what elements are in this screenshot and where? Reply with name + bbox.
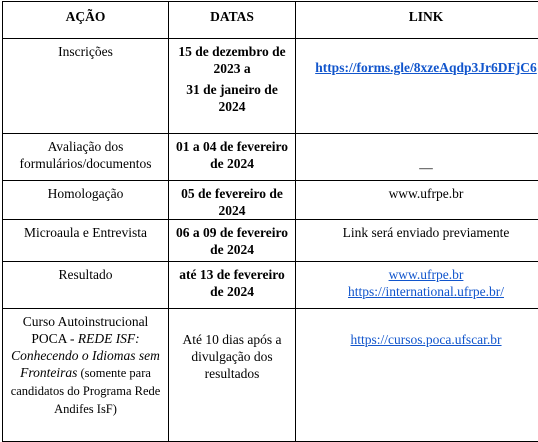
- cell-acao: Microaula e Entrevista: [3, 220, 169, 262]
- homologacao-link[interactable]: www.ufrpe.br: [389, 186, 464, 201]
- cell-acao: Inscrições: [3, 39, 169, 134]
- cell-datas: Até 10 dias após a divulgação dos resultados: [169, 309, 296, 442]
- cell-link: [296, 262, 538, 309]
- resultado-link-ufrpe[interactable]: www.ufrpe.br: [389, 267, 464, 282]
- cell-acao: Homologação: [3, 181, 169, 220]
- table-row: [3, 309, 538, 442]
- curso-poca-link[interactable]: https://cursos.poca.ufscar.br: [350, 332, 501, 347]
- cell-link: [296, 309, 538, 442]
- table-row: [3, 181, 538, 220]
- cell-link: [296, 39, 538, 134]
- acao-note: (somente para candidatos do Programa Rede Andifes IsF): [11, 366, 161, 416]
- cell-datas: 05 de fevereiro de 2024: [169, 181, 296, 220]
- cell-datas: 01 a 04 de fevereiro de 2024: [169, 134, 296, 181]
- cell-datas: até 13 de fevereiro de 2024: [169, 262, 296, 309]
- cell-datas: 06 a 09 de fevereiro de 2024: [169, 220, 296, 262]
- table-row: [3, 134, 538, 181]
- cell-link: Link será enviado previamente: [296, 220, 538, 262]
- cell-link: —: [296, 134, 538, 181]
- cell-acao: [3, 309, 169, 442]
- table-row: [3, 220, 538, 262]
- cell-datas: [169, 39, 296, 134]
- schedule-table: [2, 1, 538, 442]
- inscricoes-link[interactable]: https://forms.gle/8xzeAqdp3Jr6DFjC6: [315, 60, 537, 75]
- cell-link: [296, 181, 538, 220]
- cell-acao: Avaliação dos formulários/documentos: [3, 134, 169, 181]
- datas-line: 15 de dezembro de 2023 a: [172, 43, 292, 77]
- header-link: LINK: [296, 2, 538, 39]
- acao-course-title: REDE ISF: Conhecendo o Idiomas sem Fronteiras: [11, 331, 160, 380]
- datas-line: 31 de janeiro de 2024: [172, 81, 292, 115]
- acao-text: Curso Autoinstrucional POCA -: [23, 314, 149, 346]
- resultado-link-international[interactable]: https://international.ufrpe.br/: [348, 284, 504, 299]
- header-acao: AÇÃO: [3, 2, 169, 39]
- table-header-row: [3, 2, 538, 39]
- cell-acao: Resultado: [3, 262, 169, 309]
- table-row: [3, 262, 538, 309]
- table-row: [3, 39, 538, 134]
- header-datas: DATAS: [169, 2, 296, 39]
